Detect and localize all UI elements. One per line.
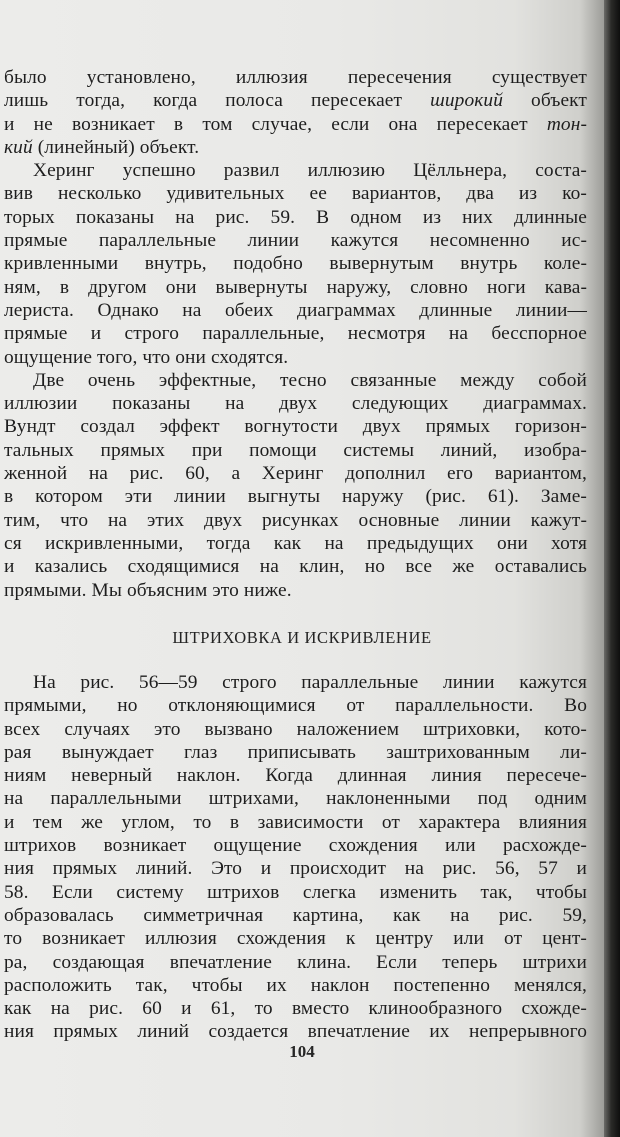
text-line: На рис. 56—59 строго параллельные линии кажутся: [33, 672, 587, 693]
text-line: штрихов возникает ощущение схождения или расхожде-: [4, 835, 587, 857]
text-line: то возникает иллюзия схождения к центру или от цент-: [4, 928, 587, 950]
text-line: прямые параллельные линии кажутся несомненно ис-: [4, 230, 587, 252]
text-line: рая вынуждает глаз приписывать заштрихованным ли-: [4, 741, 587, 763]
text-line: прямыми, но отклоняющимися от параллельности. Во: [4, 695, 587, 717]
text-line: женной на рис. 60, а Херинг дополнил его вариантом,: [4, 463, 587, 485]
text-line: Вундт создал эффект вогнутости двух прямых горизон-: [4, 416, 587, 438]
text-line: ния прямых линий. Это и происходит на рис. 56, 57 и: [4, 858, 587, 880]
text-line: Две очень эффектные, тесно связанные между собой: [33, 369, 587, 391]
text-line: тальных прямых при помощи системы линий, изобра-: [4, 439, 587, 461]
text-line: прямые и строго параллельные, несмотря на бесспорное: [4, 323, 587, 345]
text-fragment: и не возникает в том случае, если она пересекает: [4, 113, 528, 135]
text-line: на параллельными штрихами, наклоненными под одним: [4, 788, 587, 810]
italic-word: кий: [4, 136, 33, 158]
text-line: и казались сходящимися на клин, но все же оставались: [4, 556, 587, 578]
text-line: [4, 89, 587, 112]
page-number: 104: [289, 1042, 315, 1061]
text-line: торых показаны на рис. 59. В одном из них длинные: [4, 206, 587, 228]
text-line: как на рис. 60 и 61, то вместо клинообразного схожде-: [4, 998, 587, 1020]
text-line: 58. Если систему штрихов слегка изменить так, чтобы: [4, 881, 587, 903]
text-line: в котором эти линии выгнуты наружу (рис. 61). Заме-: [4, 486, 587, 508]
book-spine-shadow: [604, 0, 620, 1137]
text-line: Херинг успешно развил иллюзию Цёлльнера, соста-: [33, 160, 587, 182]
text-fragment: лишь тогда, когда полоса пересекает: [4, 90, 403, 112]
text-line: ням, в другом они вывернуты наружу, словно ноги кава-: [4, 276, 587, 298]
text-line: вив несколько удивительных ее вариантов, два из ко-: [4, 183, 587, 205]
text-line: ся искривленными, тогда как на предыдущих они хотя: [4, 532, 587, 554]
text-line: ощущение того, что они сходятся.: [4, 346, 289, 368]
text-fragment: (линейный) объект.: [32, 136, 200, 158]
text-line: ниям неверный наклон. Когда длинная линия пересече-: [4, 765, 587, 787]
text-column-lower: [4, 671, 587, 1044]
text-line: расположить так, чтобы их наклон постепенно менялся,: [4, 974, 587, 996]
text-line: ния прямых линий создается впечатление их непрерывного: [4, 1021, 587, 1043]
text-line: было установлено, иллюзия пересечения существует: [4, 67, 587, 88]
text-fragment: объект: [503, 90, 587, 112]
text-column-upper: [4, 66, 587, 602]
text-line: иллюзии показаны на двух следующих диаграммах.: [4, 393, 587, 415]
text-line: и тем же углом, то в зависимости от характера влияния: [4, 811, 587, 833]
italic-word: тон-: [546, 113, 588, 135]
text-line: лериста. Однако на обеих диаграммах длинные линии—: [4, 299, 587, 321]
text-line: ра, создающая впечатление клина. Если теперь штрихи: [4, 951, 587, 973]
text-line: образовалась симметричная картина, как на рис. 59,: [4, 904, 587, 926]
text-line: кривленными внутрь, подобно вывернутым внутрь коле-: [4, 253, 587, 275]
section-heading: ШТРИХОВКА И ИСКРИВЛЕНИЕ: [172, 628, 432, 647]
text-line: всех случаях это вызвано наложением штриховки, кото-: [4, 718, 587, 740]
text-line: [4, 136, 587, 159]
text-line: тим, что на этих двух рисунках основные линии кажут-: [4, 509, 587, 531]
text-line: [4, 113, 587, 136]
italic-word: широкий: [430, 90, 503, 112]
text-line: прямыми. Мы объясним это ниже.: [4, 579, 292, 601]
